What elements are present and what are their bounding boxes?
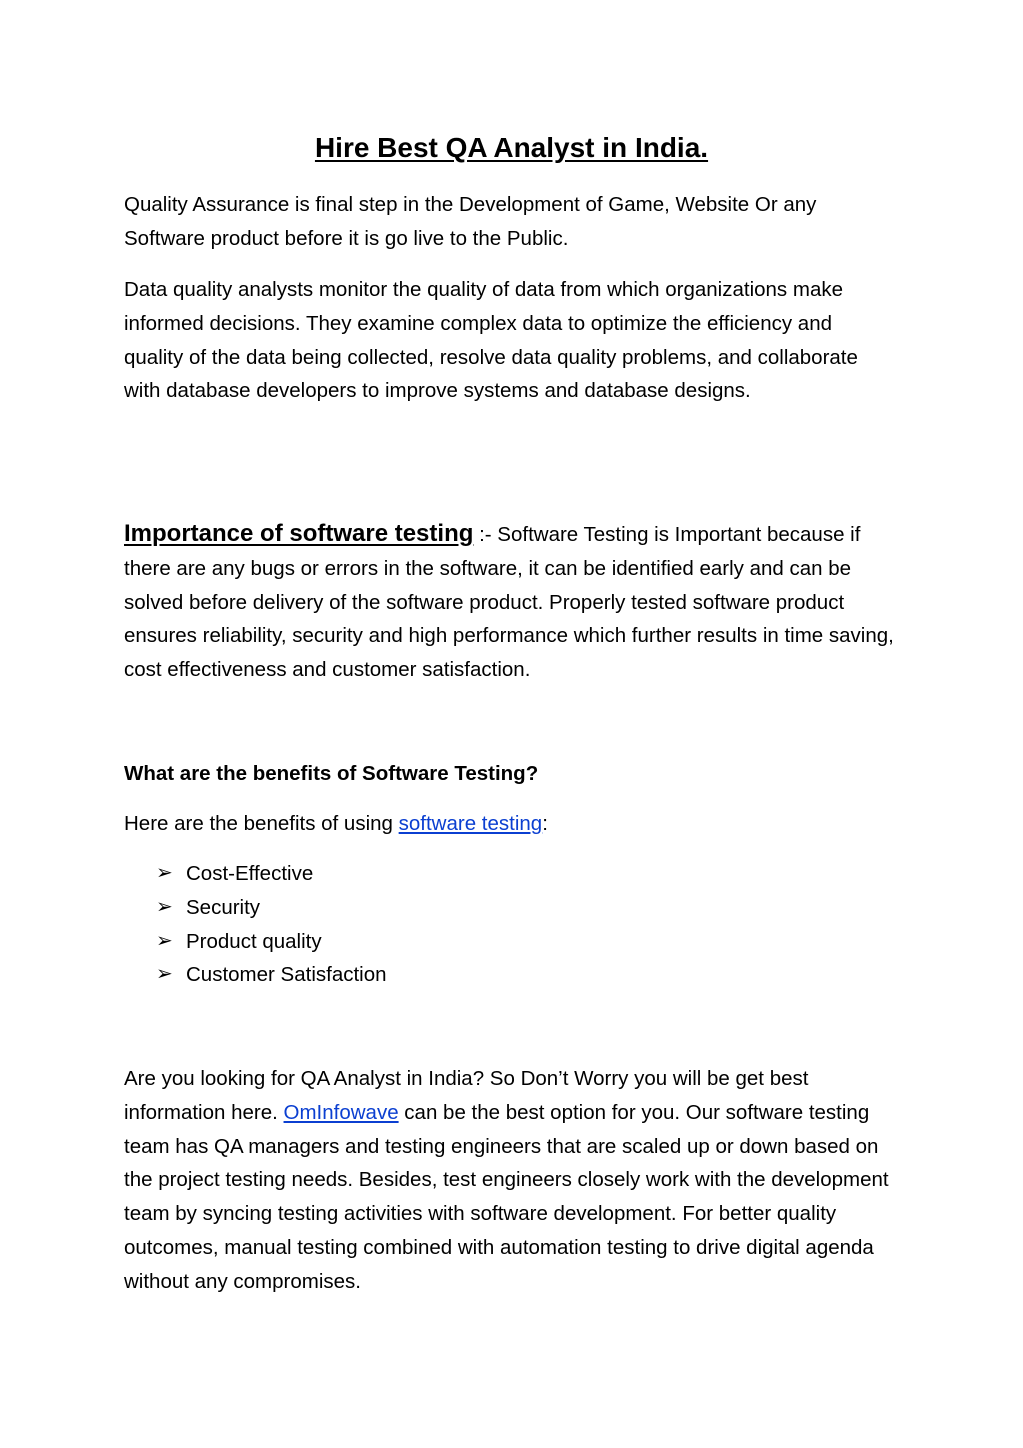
closing-paragraph: [124, 1062, 896, 1299]
ominfowave-link[interactable]: OmInfowave: [283, 1100, 399, 1124]
intro-paragraph: Quality Assurance is final step in the Development of Game, Website Or any Software product before it is go live to the Public.: [124, 193, 817, 250]
page-title-text: Hire Best QA Analyst in India.: [314, 132, 709, 163]
analyst-paragraph: Data quality analysts monitor the quality of data from which organizations make informed decisions. They examine complex data to optimize the efficiency and quality of the data being collected, resolve data quality problems, and collaborate with database developers to improve systems and database designs.: [124, 278, 858, 403]
arrow-bullet-icon: ➢: [156, 895, 173, 918]
list-item: [124, 857, 724, 891]
list-item-label: Product quality: [186, 929, 322, 953]
benefits-heading: What are the benefits of Software Testing?: [124, 762, 539, 785]
list-item: [124, 891, 724, 925]
importance-heading: Importance of software testing: [124, 520, 474, 547]
software-testing-link[interactable]: software testing: [398, 812, 543, 835]
list-item-label: Cost-Effective: [186, 862, 314, 885]
list-item-label: Security: [186, 895, 261, 919]
list-item-label: Customer Satisfaction: [186, 963, 387, 987]
importance-paragraph: [124, 517, 896, 687]
benefits-list: [124, 857, 724, 992]
benefits-intro: [124, 807, 896, 841]
list-item: [124, 958, 724, 992]
benefits-intro-suffix: :: [542, 812, 548, 835]
arrow-bullet-icon: ➢: [156, 862, 173, 884]
list-item: [124, 925, 724, 959]
arrow-bullet-icon: ➢: [156, 929, 173, 952]
closing-suffix: can be the best option for you. Our software testing team has QA managers and testing engineers that are scaled up or down based on the project testing needs. Besides, test engineers closely work with the development team by syncing testing activities with software development. For better quality outcomes, manual testing combined with automation testing to drive digital agenda without any compromises.: [124, 1100, 889, 1293]
importance-text: :- Software Testing is Important because if there are any bugs or errors in the software, it can be identified early and can be solved before delivery of the software product. Properly tested software product ensures reliability, security and high performance which further results in time saving, cost effectiveness and customer satisfaction.: [124, 523, 894, 682]
page-title: [0, 128, 1023, 168]
benefits-intro-prefix: Here are the benefits of using: [124, 812, 399, 835]
closing-prefix: Are you looking for QA Analyst in India? So Don’t Worry you will be get best information here.: [124, 1067, 809, 1124]
arrow-bullet-icon: ➢: [156, 963, 173, 986]
